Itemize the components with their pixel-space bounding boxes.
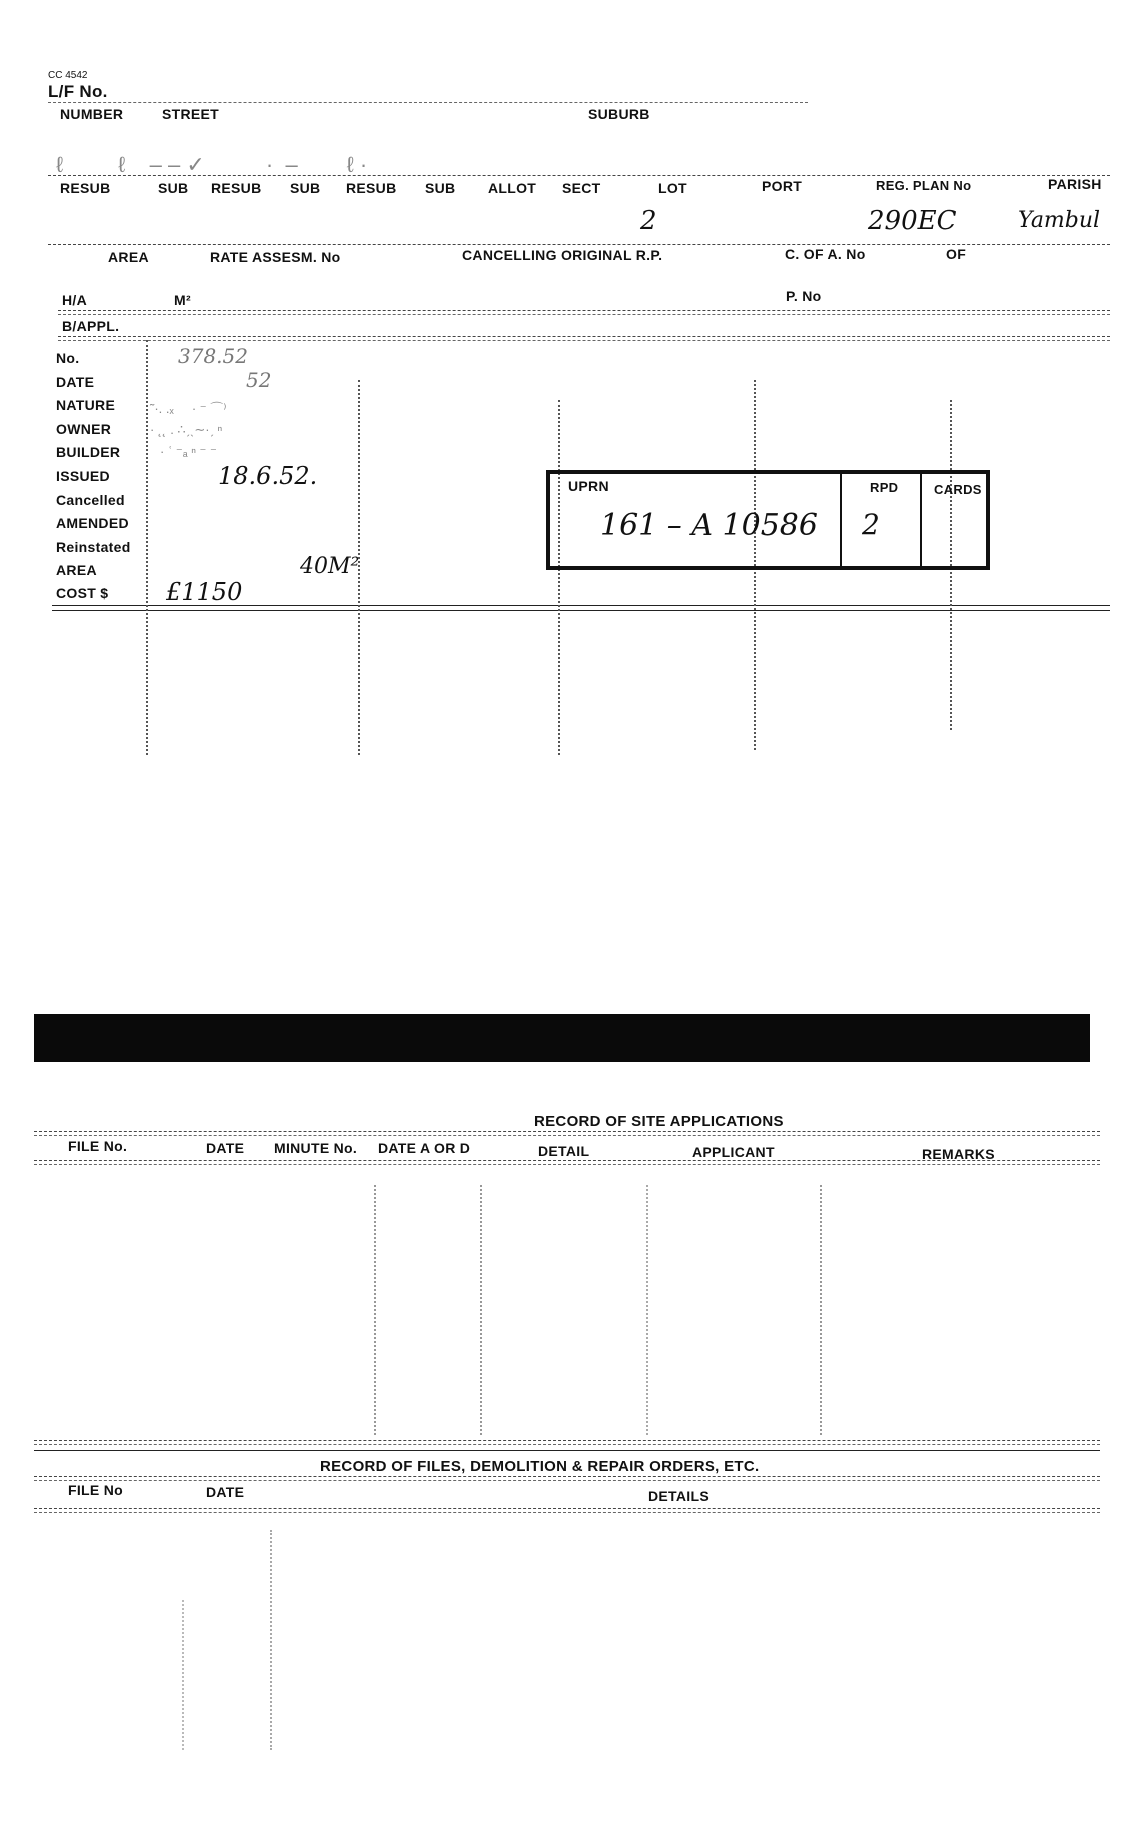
uprn-label: UPRN [568,478,609,494]
site-header-bottom-line-2 [34,1164,1100,1165]
sect-label: SECT [562,180,601,196]
bldg-nature-label: NATURE [56,397,116,413]
rpd-value: 2 [862,508,880,541]
files-col-details: DETAILS [648,1488,709,1504]
pno-label: P. No [786,288,822,304]
files-header-bottom-line [34,1508,1100,1509]
sub-label-1: SUB [158,180,189,196]
bldg-no-value: 378.52 [178,344,248,368]
rpd-label: RPD [870,480,899,495]
cards-label: CARDS [934,482,982,497]
site-col-applicant: APPLICANT [692,1144,775,1160]
bldg-issued-label: ISSUED [56,468,110,484]
bldg-builder-label: BUILDER [56,444,121,460]
column-guide [270,1530,272,1750]
site-col-date: DATE [206,1140,245,1156]
bldg-owner-label: OWNER [56,421,112,437]
cancelling-rp-label: CANCELLING ORIGINAL R.P. [462,247,663,263]
parish-label: PARISH [1048,176,1102,192]
faint-handwriting: · ˛˛ . ∴ˏˎ∼·ˏ ⁿ [150,422,223,437]
lot-value: 2 [640,206,657,236]
bldg-cost-label: COST $ [56,585,109,601]
bldg-amended-label: AMENDED [56,515,129,531]
bldg-date-label: DATE [56,374,95,390]
parish-value: Yambul [1018,208,1101,233]
site-header-bottom-line [34,1160,1100,1161]
row3-line [48,244,1110,245]
files-header-top-line-2 [34,1480,1100,1481]
column-guide [146,340,148,755]
redaction-bar [34,1014,1090,1062]
column-guide [374,1185,376,1435]
port-label: PORT [762,178,803,194]
bldg-reinstated-label: Reinstated [56,539,131,555]
faint-handwriting: ℓ ℓ – – ✓ · – ℓ · [56,152,368,177]
plan-value: 290EC [868,206,957,236]
number-label: NUMBER [60,106,124,122]
bldg-date-value: 52 [246,368,272,392]
column-guide [358,380,360,755]
files-col-date: DATE [206,1484,245,1500]
files-col-file-no: FILE No [68,1482,123,1498]
lot-label: LOT [658,180,687,196]
row4-line-2 [58,314,1110,315]
bldg-area-label: AREA [56,562,97,578]
site-col-file-no: FILE No. [68,1138,128,1154]
bldg-issued-value: 18.6.52. [218,462,318,490]
uprn-box [546,470,990,570]
c-of-a-label: C. OF A. No [785,246,866,262]
site-applications-title: RECORD OF SITE APPLICATIONS [534,1113,784,1130]
uprn-rpd-divider [840,474,842,566]
resub-label-2: RESUB [211,180,262,196]
site-bottom-line-2 [34,1444,1100,1445]
suburb-label: SUBURB [588,106,650,122]
site-col-remarks: REMARKS [922,1146,995,1162]
m2-label: M² [174,292,191,308]
header-divider [48,102,808,103]
row4-line [58,310,1110,311]
rpd-cards-divider [920,474,922,566]
site-bottom-line-3 [34,1450,1100,1451]
faint-handwriting: · ʿ ⁻ₐ ⁿ ⁻ ⁻ [160,444,217,459]
files-record-title: RECORD OF FILES, DEMOLITION & REPAIR ORDERS, ETC. [320,1458,760,1475]
site-col-detail: DETAIL [538,1143,590,1159]
of-label: OF [946,246,967,262]
sub-label-3: SUB [425,180,456,196]
area-label: AREA [108,249,149,265]
bldg-area-value: 40M² [300,554,360,579]
row2-line [48,175,1110,176]
column-guide [480,1185,482,1435]
ha-label: H/A [62,292,88,308]
reg-plan-label: REG. PLAN No [876,178,972,193]
resub-label-3: RESUB [346,180,397,196]
bappl-line-2 [58,340,1110,341]
form-code: CC 4542 [48,70,88,81]
faint-handwriting: ˜·. .ₓ · ⁻ ⌒⁾ [150,401,227,416]
site-col-minute-no: MINUTE No. [274,1140,358,1156]
bldg-cost-value: £1150 [166,578,243,606]
site-header-top-line [34,1131,1100,1132]
column-guide [558,400,560,755]
files-header-top-line [34,1476,1100,1477]
column-guide [182,1600,184,1750]
column-guide [820,1185,822,1435]
site-col-date-a-or-d: DATE A OR D [378,1140,471,1156]
bldg-cancelled-label: Cancelled [56,492,125,508]
resub-label-1: RESUB [60,180,111,196]
bappl-line [58,336,1110,337]
allot-label: ALLOT [488,180,537,196]
uprn-value: 161 – A 10586 [600,508,818,543]
bappl-label: B/APPL. [62,318,120,334]
site-header-top-line-2 [34,1135,1100,1136]
lf-number-label: L/F No. [48,82,108,101]
files-header-bottom-line-2 [34,1512,1100,1513]
column-guide [646,1185,648,1435]
sub-label-2: SUB [290,180,321,196]
rate-assesm-label: RATE ASSESM. No [210,249,341,265]
bldg-no-label: No. [56,350,80,366]
site-bottom-line [34,1440,1100,1441]
street-label: STREET [162,106,220,122]
